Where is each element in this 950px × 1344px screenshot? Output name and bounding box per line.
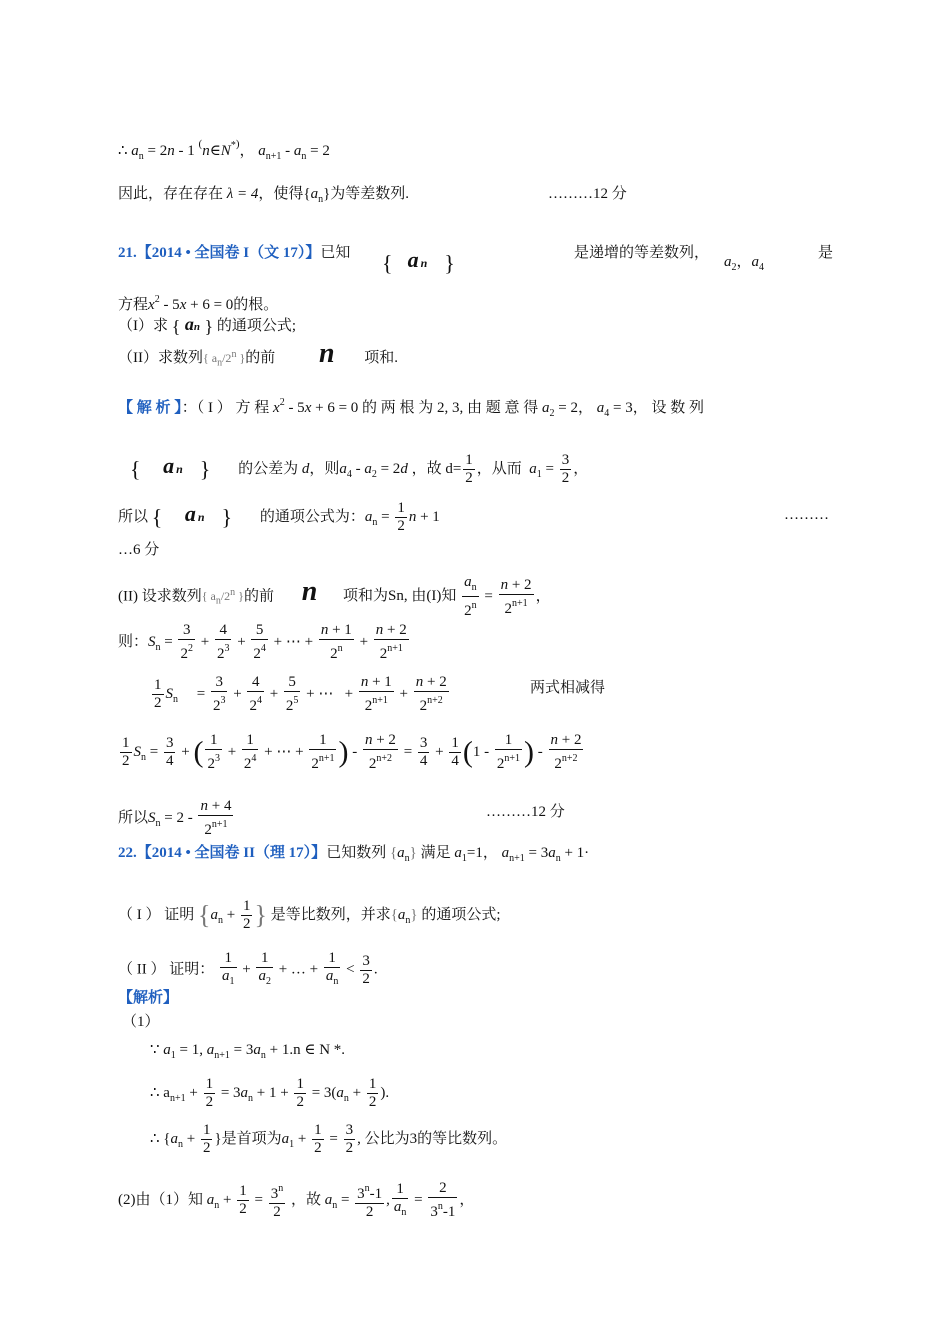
solution-21-line-3: 所以 { an } 的通项公式为：$a_n$ = $\frac{1}{2}$ n + 1	[118, 500, 440, 534]
p21-question-2: （II）求数列{ $a_n/2^n$ }的前 n 项和.	[118, 338, 399, 369]
solution-21-half-sn: $\frac{1}{2}$ $S_n$ = $\frac{3}{2^3}$ + $\frac{4}{2^4}$ + $\frac{5}{2^5}$ + ⋯ + $\frac{n + 1}{2^{n+1}}$ + $\frac{n + 2}{2^{n+2}}$	[154, 674, 447, 714]
p21-equation-line: 方程$x^2 - 5x + 6 = 0$的根。	[118, 294, 279, 313]
solution-21-part-2: (II) 设求数列{ $a_n/2^n$ }的前 n 项和为Sn, 由(I)知 $\frac{a_n}{2^n}$ = $\frac{n + 2}{2^{n+1}}$ ，	[118, 574, 551, 619]
problem-21-heading: 21.【2014 • 全国卷 I（文 17）】已知	[118, 245, 351, 261]
problem-22-heading: 22.【2014 • 全国卷 II（理 17）】已知数列 $\{a_n\}$ 满足 $a_1=1$， $a_{n+1} = 3a_n + 1\cdot$	[118, 845, 590, 864]
solution-22-transform: ∴ $a_{n+1}$ + $\frac{1}{2}$ = $3a_n + 1$ + $\frac{1}{2}$ = $3(a_n$ + $\frac{1}{2}$ ).	[150, 1076, 390, 1110]
line-conclusion: 因此，存在存在 λ = 4，使得$\{a_n\}$为等差数列.	[118, 186, 410, 205]
score-12: ………12 分	[548, 186, 627, 202]
seq-an-image: { an }	[382, 247, 455, 276]
a2-a4: $a_2$，$a_4$	[724, 254, 765, 273]
solution-22-given: ∵ $a_1 = 1$, $a_{n+1} = 3a_n + 1.n$ ∈ N *.	[150, 1042, 346, 1061]
solution-21-subtract: $\frac{1}{2}$ $S_n$ = $\frac{3}{4}$ + ( $\frac{1}{2^3}$ + $\frac{1}{2^4}$ + ⋯ + $\frac{1}{2^{n+1}}$ ) - $\frac{n + 2}{2^{n+2}}$ = $\frac{3}{4}$ + $\frac{1}{4}$ (1 - $\frac{1}{2^{n+1}}$ ) - $\frac{n + 2}{2^{n+2}}$	[122, 732, 582, 772]
solution-22-geometric: ∴ {$a_n$ + $\frac{1}{2}$ }是首项为$a_1$ + $\frac{1}{2}$ = $\frac{3}{2}$ , 公比为3的等比数列。	[150, 1122, 508, 1156]
line-an-formula: ∴ $a_n = 2n - 1$ (n∈N*)， $a_{n+1} - a_n = 2$	[118, 138, 330, 162]
solution-21-line-1: 【 解 析 】：（ I ） 方 程 $x^2 - 5x + 6 = 0$ 的 两 根 为 2, 3, 由 题 意 得 $a_2 = 2$， $a_4 = 3$， 设 数 列	[118, 397, 704, 419]
solution-21-sn: 则：$S_n$ = $\frac{3}{2^2}$ + $\frac{4}{2^3}$ + $\frac{5}{2^4}$ + ⋯ + $\frac{n + 1}{2^n}$ + $\frac{n + 2}{2^{n+1}}$	[118, 622, 407, 662]
solution-21-result: 所以$S_n = 2$ - $\frac{n + 4}{2^{n+1}}$	[118, 798, 232, 838]
p21-question-1: （I）求 { an } 的通项公式;	[118, 314, 297, 337]
solution-22-tag: 【解析】	[118, 990, 179, 1006]
problem-22-q2: （ II ） 证明： $\frac{1}{a_1}$ + $\frac{1}{a_2}$ + … + $\frac{1}{a_n}$ < $\frac{3}{2}$ .	[118, 950, 378, 987]
solution-21-line-2: { an } 的公差为 d，则$a_4 - a_2 = 2d$ ，故 d= $\frac{1}{2}$ ，从而 $a_1$ = $\frac{3}{2}$ ，	[130, 452, 589, 486]
problem-22-q1: （ I ） 证明 {$a_n$ + $\frac{1}{2}$ } 是等比数列，并求$\{a_n\}$ 的通项公式;	[118, 898, 501, 932]
score-6: …6 分	[118, 542, 160, 558]
solution-22-part-2: (2)由（1）知 $a_n$ + $\frac{1}{2}$ = $\frac{3^n}{2}$ ，故 $a_n$ = $\frac{3^n-1}{2}$ , $\frac{1}{a_n}$ = $\frac{2}{3^n-1}$ ，	[118, 1180, 475, 1220]
